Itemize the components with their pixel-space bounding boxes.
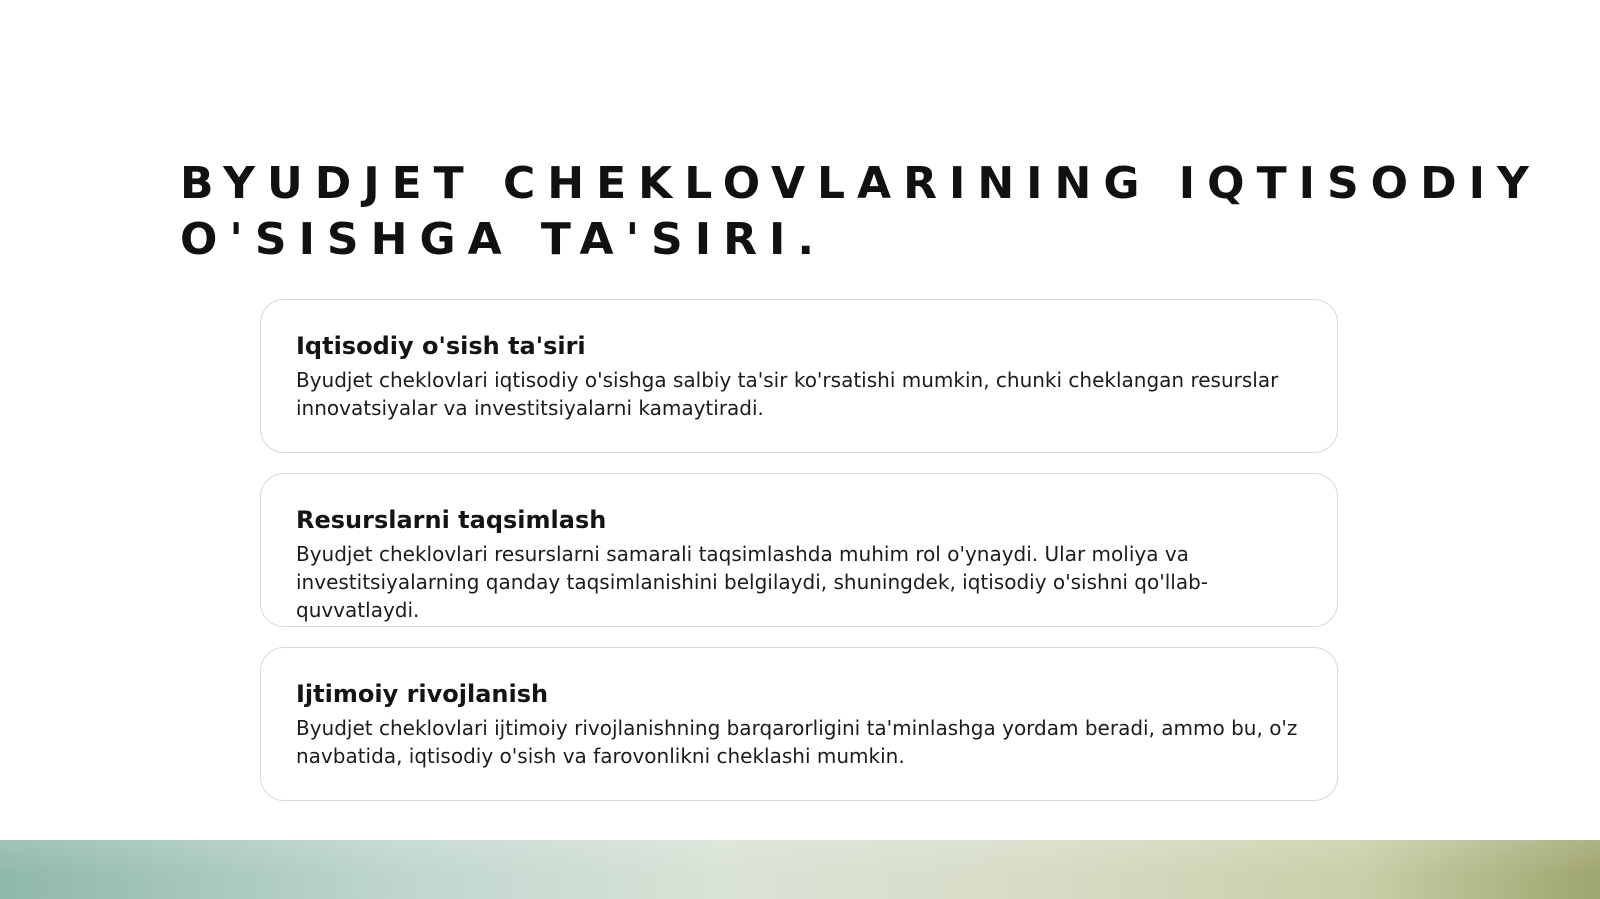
card-heading: Ijtimoiy rivojlanish xyxy=(296,680,549,708)
card-body: Byudjet cheklovlari iqtisodiy o'sishga salbiy ta'sir ko'rsatishi mumkin, chunki cheklangan resurslar innovatsiyalar va investitsiyalarni kamaytiradi. xyxy=(296,368,1279,420)
content-card xyxy=(260,647,1338,801)
card-body: Byudjet cheklovlari resurslarni samarali taqsimlashda muhim rol o'ynaydi. Ular moliya va investitsiyalarning qanday taqsimlanishini belgilaydi, shuningdek, iqtisodiy o'sishni qo'llab-quvvatlaydi. xyxy=(296,542,1209,622)
content-card xyxy=(260,473,1338,627)
slide-title: BYUDJET CHEKLOVLARINING IQTISODIY O'SISHGA TA'SIRI. xyxy=(180,158,1541,265)
decorative-footer-band xyxy=(0,840,1600,899)
card-body: Byudjet cheklovlari ijtimoiy rivojlanishning barqarorligini ta'minlashga yordam beradi, ammo bu, o'z navbatida, iqtisodiy o'sish va farovonlikni cheklashi mumkin. xyxy=(296,716,1298,768)
card-heading: Resurslarni taqsimlash xyxy=(296,506,607,534)
card-heading: Iqtisodiy o'sish ta'siri xyxy=(296,332,586,360)
content-card xyxy=(260,299,1338,453)
